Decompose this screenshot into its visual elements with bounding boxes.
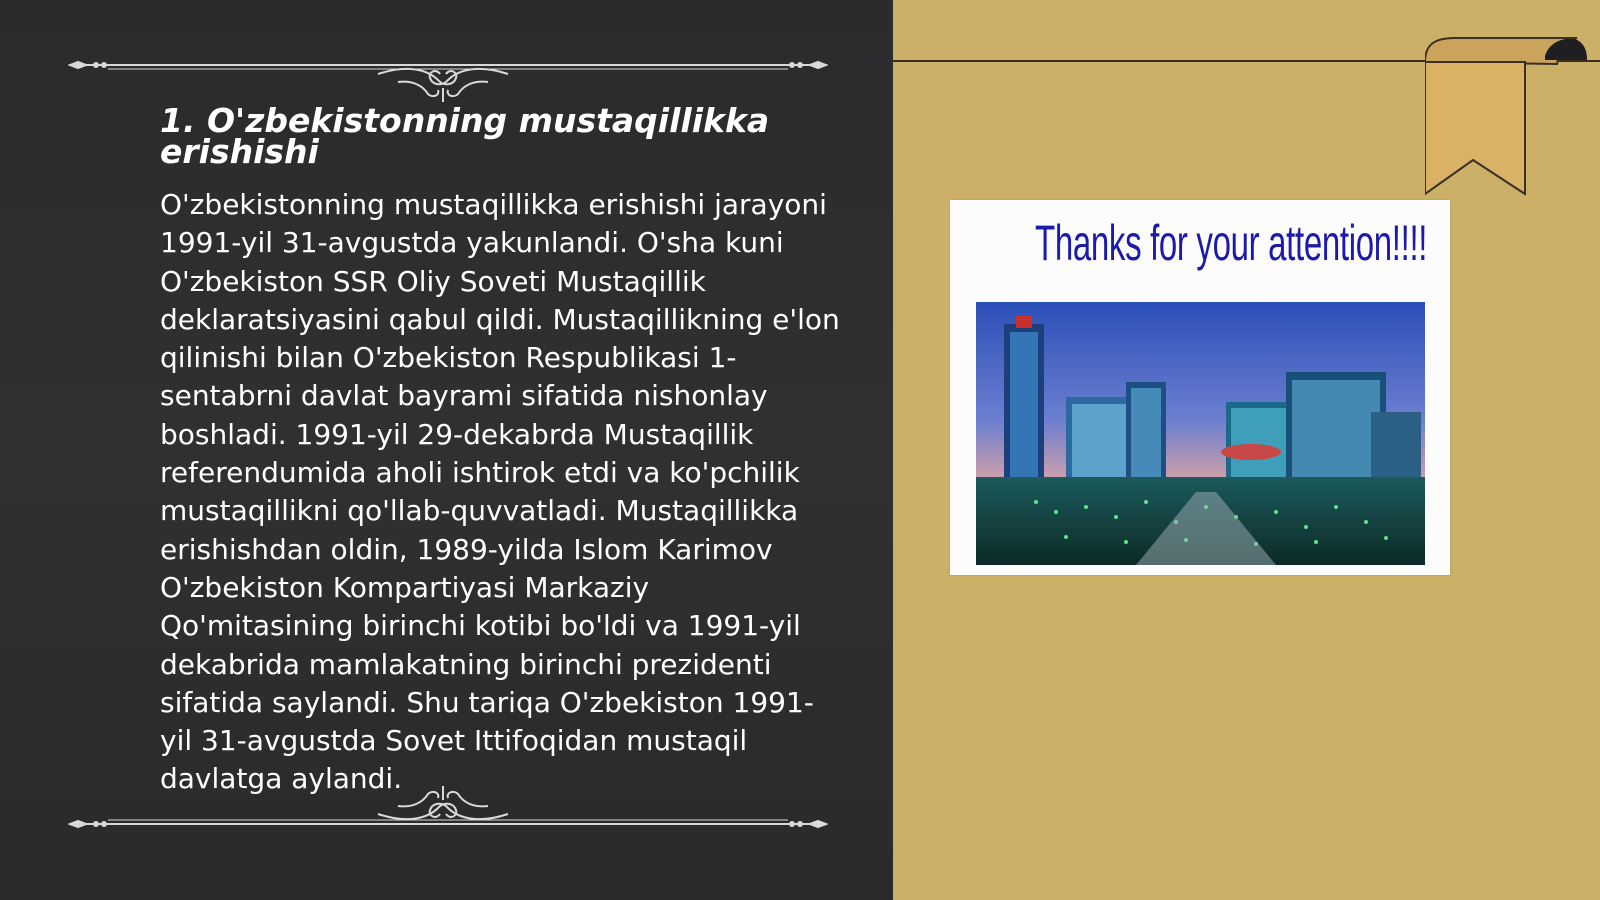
slide-body-text: O'zbekistonning mustaqillikka erishishi jarayoni 1991-yil 31-avgustda yakunlandi. O'sha kuni O'zbekiston SSR Oliy Soveti Mustaqillik deklaratsiyasini qabul qildi. Mustaqillikning e'lon qilinishi bilan O'zbekiston Respublikasi 1-sentabrni davlat bayrami sifatida nishonlay boshladi. 1991-yil 29-dekabrda Mustaqillik referendumida aholi ishtirok etdi va ko'pchilik mustaqillikni qo'llab-quvvatladi. Mustaqillikka erishishdan oldin, 1989-yilda Islom Karimov O'zbekiston Kompartiyasi Markaziy Qo'mitasining birinchi kotibi bo'ldi va 1991-yil dekabrida mamlakatning birinchi prezidenti sifatida saylandi. Shu tariqa O'zbekiston 1991-yil 31-avgustda Sovet Ittifoqidan mustaqil davlatga aylandi. — [160, 188, 840, 796]
card-caption: Thanks for your attention!!!! — [1035, 215, 1428, 271]
image-card — [950, 200, 1450, 575]
slide-title: 1. O'zbekistonning mustaqillikka erishishi — [160, 101, 770, 171]
city-skyline-photo — [976, 302, 1425, 565]
ribbon-bookmark-icon — [1425, 34, 1595, 200]
scroll-flourish-icon — [68, 52, 828, 102]
